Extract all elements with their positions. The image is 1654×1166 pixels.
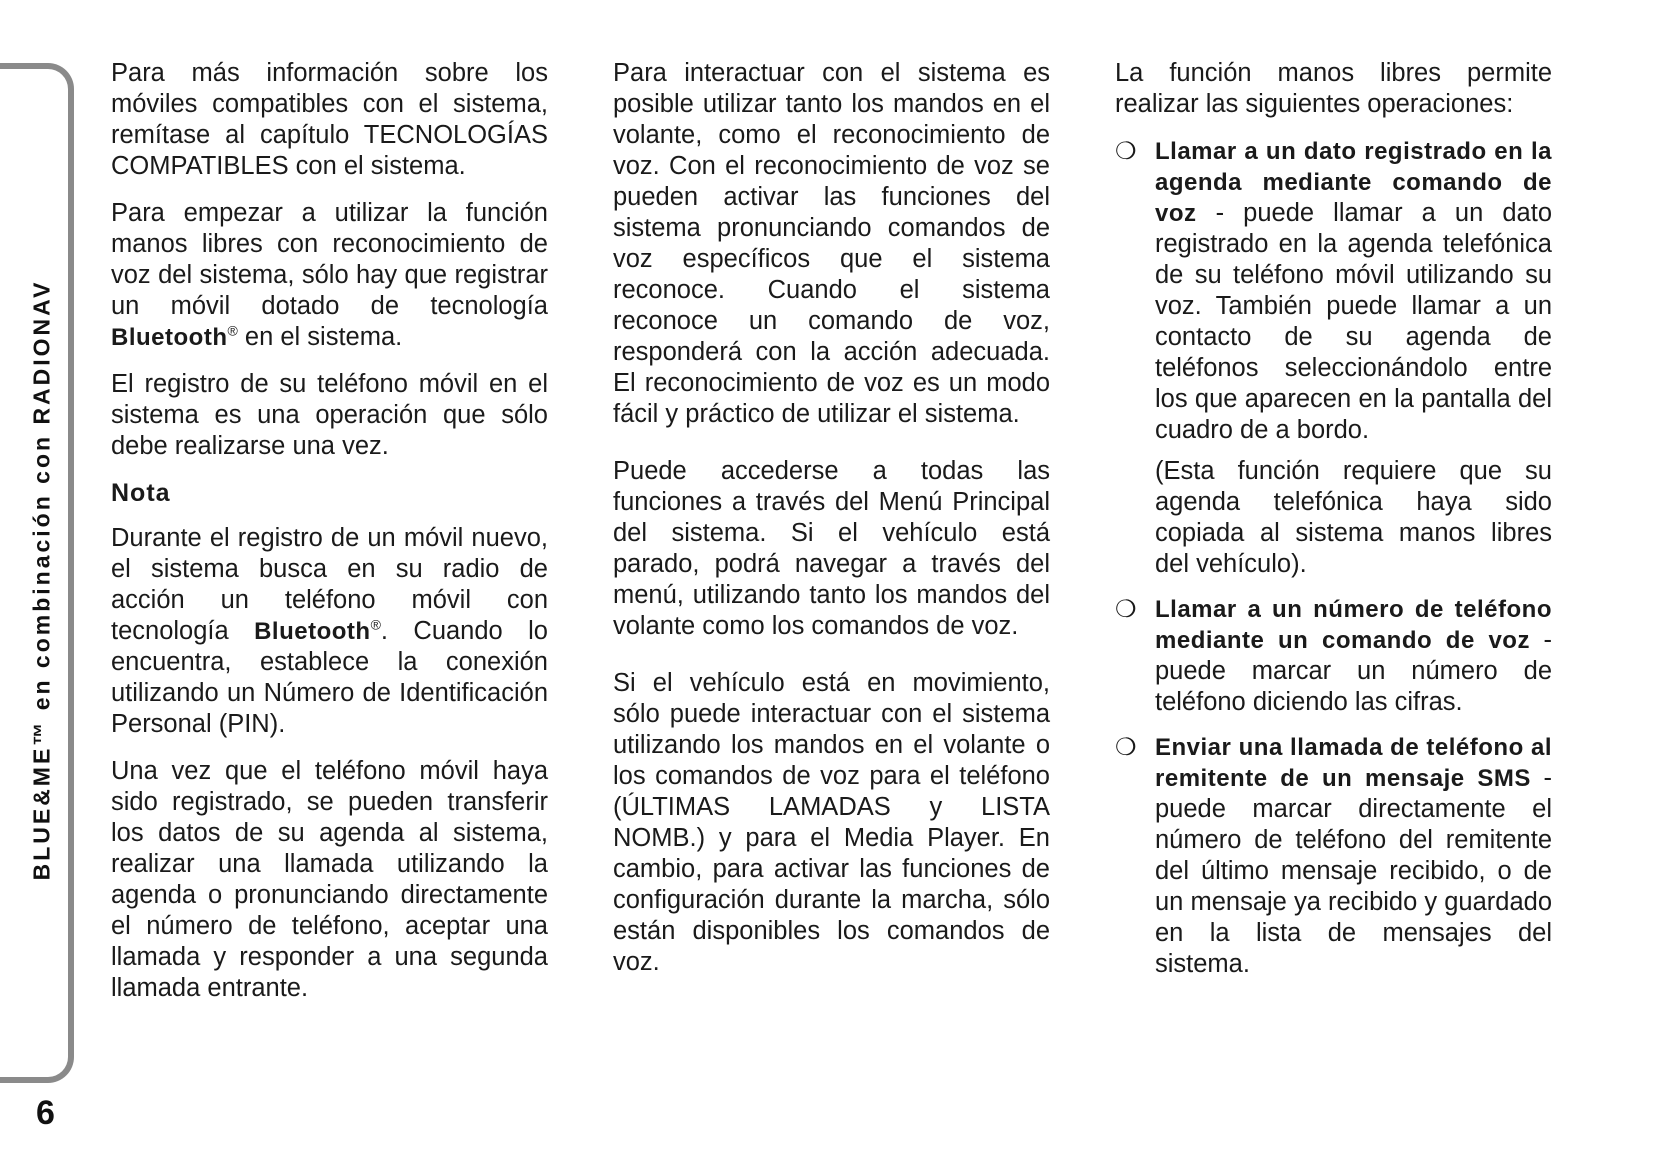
list-item: ❍ Llamar a un dato registrado en la agenda mediante comando de voz - puede llamar a un dato registrado en la agenda telefónica de su teléfono móvil utilizando su voz. También puede llamar a un contacto de su agenda de teléfonos seleccionándolo entre los que aparecen en la pantalla del cuadro de a bordo. (Esta función requiere que su agenda telefónica haya sido copiada al sistema manos libres del vehículo). <box>1115 138 1552 578</box>
column-3 <box>1115 58 1552 994</box>
paragraph: Durante el registro de un móvil nuevo, el sistema busca en su radio de acción un teléfono móvil con tecnología Bluetooth®. Cuando lo encuentra, establece la conexión utilizando un Número de Identificación Personal (PIN). <box>111 524 548 738</box>
list-item: ❍ Llamar a un número de teléfono mediante un comando de voz - puede marcar un número de teléfono diciendo las cifras. <box>1115 596 1553 716</box>
column-1 <box>111 58 548 1020</box>
paragraph: El registro de su teléfono móvil en el sistema es una operación que sólo debe realizarse una vez. <box>111 370 548 460</box>
circle-bullet-icon: ❍ <box>1115 138 1137 165</box>
column-2 <box>613 58 1050 994</box>
list-item: ❍ Enviar una llamada de teléfono al remitente de un mensaje SMS - puede marcar directamente el número de teléfono del remitente del último mensaje recibido, o de un mensaje ya recibido y guardado en la lista de mensajes del sistema. <box>1115 734 1552 978</box>
paragraph: Para empezar a utilizar la función manos libres con reconocimiento de voz del sistema, sólo hay que registrar un móvil dotado de tecnología Bluetooth® en el sistema. <box>111 199 548 351</box>
paragraph: Puede accederse a todas las funciones a través del Menú Principal del sistema. Si el vehículo está parado, podrá navegar a través del menú, utilizando tanto los mandos del volante como los comandos de voz. <box>613 457 1050 640</box>
page-number: 6 <box>36 1094 55 1132</box>
paragraph: Una vez que el teléfono móvil haya sido registrado, se pueden transferir los datos de su agenda al sistema, realizar una llamada utilizando la agenda o pronunciando directamente el número de teléfono, aceptar una llamada y responder a una segunda llamada entrante. <box>111 757 548 1002</box>
paragraph: Para interactuar con el sistema es posible utilizar tanto los mandos en el volante, como el reconocimiento de voz. Con el reconocimiento de voz se pueden activar las funciones del sistema pronunciando comandos de voz específicos que el sistema reconoce. Cuando el sistema reconoce un comando de voz, responderá con la acción adecuada. El reconocimiento de voz es un modo fácil y práctico de utilizar el sistema. <box>613 59 1050 428</box>
circle-bullet-icon: ❍ <box>1115 596 1137 623</box>
circle-bullet-icon: ❍ <box>1115 734 1137 761</box>
paragraph: Para más información sobre los móviles compatibles con el sistema, remítase al capítulo TECNOLOGÍAS COMPATIBLES con el sistema. <box>111 59 548 180</box>
side-section-title: BLUE&ME™ en combinación con RADIONAV <box>28 279 55 881</box>
paragraph: La función manos libres permite realizar las siguientes operaciones: <box>1115 59 1552 118</box>
note-heading: Nota <box>111 479 171 507</box>
list-item-note: (Esta función requiere que su agenda telefónica haya sido copiada al sistema manos libres del vehículo). <box>1155 457 1552 578</box>
paragraph: Si el vehículo está en movimiento, sólo puede interactuar con el sistema utilizando los mandos en el volante o los comandos de voz para el teléfono (ÚLTIMAS LAMADAS y LISTA NOMB.) y para el Media Player. En cambio, para activar las funciones de configuración durante la marcha, sólo están disponibles los comandos de voz. <box>613 669 1050 976</box>
